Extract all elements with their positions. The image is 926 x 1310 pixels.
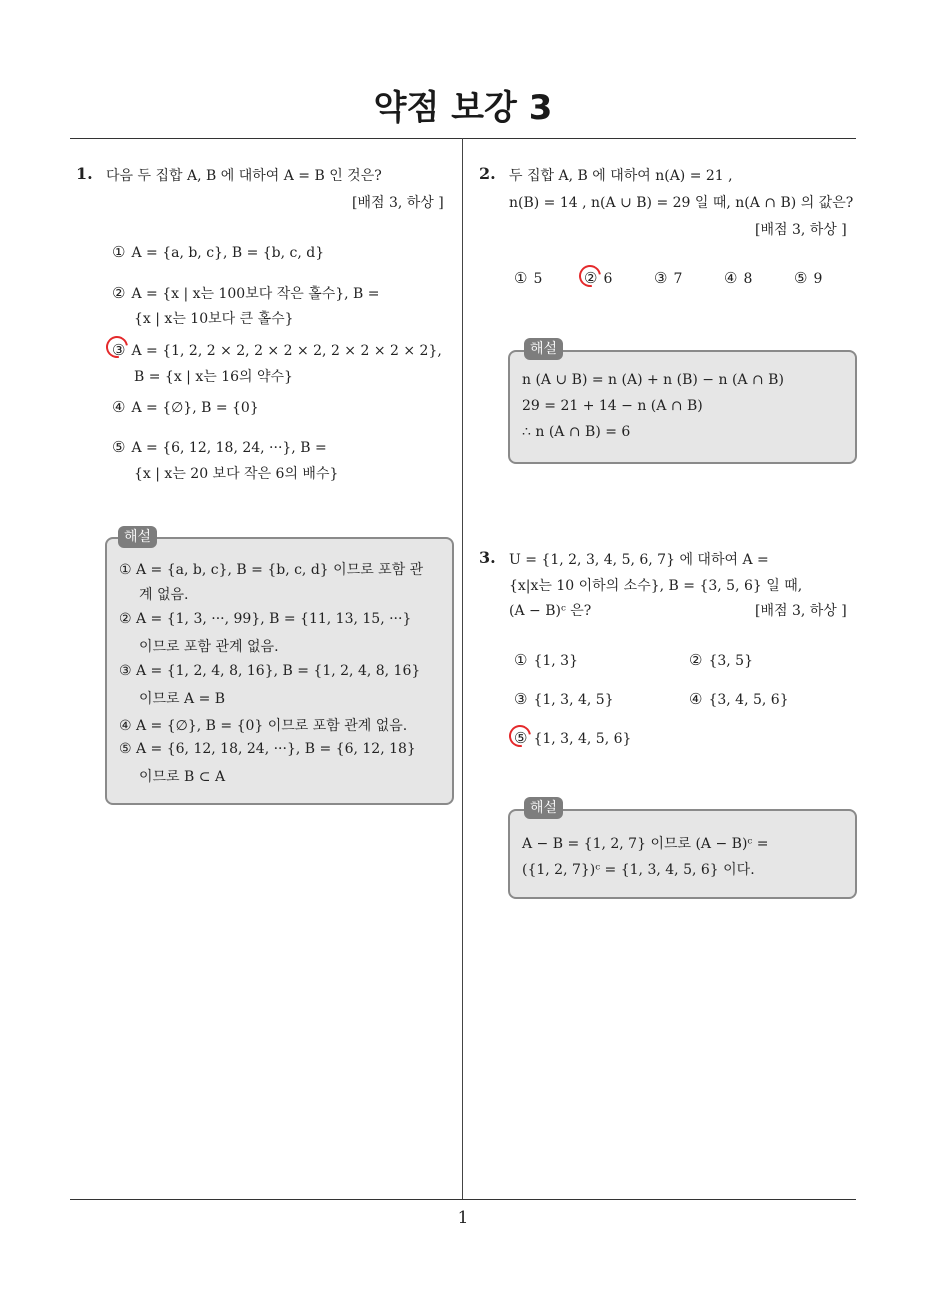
question-2-line-1: 두 집합 A, B 에 대하여 n(A) = 21 , (509, 168, 733, 184)
choice-mark: ③ (514, 690, 528, 708)
question-1-choice-3[interactable] (112, 341, 442, 359)
question-3-choice-1[interactable] (514, 651, 578, 669)
choice-mark: ⑤ (112, 438, 126, 456)
question-2-choice-3[interactable] (654, 269, 682, 287)
choice-text: {3, 5} (708, 653, 753, 669)
question-1-choice-2-cont: {x | x는 10보다 큰 홀수} (134, 311, 294, 327)
choice-text: A = {x | x는 100보다 작은 홀수}, B = (131, 286, 380, 302)
choice-mark: ④ (112, 398, 126, 416)
column-divider (462, 138, 463, 1200)
solution-line: ② A = {1, 3, ···, 99}, B = {11, 13, 15, ···} (119, 611, 412, 627)
question-2-choice-1[interactable] (514, 269, 542, 287)
solution-line: ④ A = {∅}, B = {0} 이므로 포함 관계 없음. (119, 718, 408, 734)
solution-line: A − B = {1, 2, 7} 이므로 (A − B)ᶜ = (522, 836, 769, 852)
top-rule (70, 138, 856, 139)
page-title: 약점 보강 3 (373, 88, 553, 128)
choice-text: A = {a, b, c}, B = {b, c, d} (131, 245, 325, 261)
question-2-solution-label: 해설 (524, 338, 563, 360)
choice-text: {1, 3, 4, 5, 6} (533, 731, 632, 747)
question-2-meta: [배점 3, 하상 ] (755, 222, 847, 238)
solution-line: ① A = {a, b, c}, B = {b, c, d} 이므로 포함 관 (119, 562, 424, 578)
solution-line: 이므로 A = B (139, 691, 226, 707)
choice-text: 8 (743, 271, 753, 287)
question-2-number: 2. (479, 164, 496, 183)
choice-text: 7 (673, 271, 683, 287)
question-3-line-3: (A − B)ᶜ 은? (509, 603, 592, 619)
solution-line: ⑤ A = {6, 12, 18, 24, ···}, B = {6, 12, 18} (119, 741, 416, 757)
choice-text: A = {1, 2, 2 × 2, 2 × 2 × 2, 2 × 2 × 2 × 2}, (131, 343, 442, 359)
bottom-rule (70, 1199, 856, 1200)
question-3-line-2: {x|x는 10 이하의 소수}, B = {3, 5, 6} 일 때, (509, 578, 803, 594)
choice-text: {1, 3, 4, 5} (533, 692, 614, 708)
choice-mark: ① (112, 243, 126, 261)
question-3-solution-box (508, 809, 857, 899)
solution-line: n (A ∪ B) = n (A) + n (B) − n (A ∩ B) (522, 372, 784, 388)
question-1-text: 다음 두 집합 A, B 에 대하여 A = B 인 것은? (106, 168, 382, 184)
question-1-choice-5-cont: {x | x는 20 보다 작은 6의 배수} (134, 466, 339, 482)
solution-line: 이므로 포함 관계 없음. (139, 639, 279, 655)
question-1-choice-4[interactable] (112, 398, 259, 416)
choice-mark: ⑤ (514, 729, 528, 747)
question-3-choice-5[interactable] (514, 729, 631, 747)
choice-mark: ⑤ (794, 269, 808, 287)
choice-text: A = {∅}, B = {0} (131, 400, 259, 416)
question-2-line-2: n(B) = 14 , n(A ∪ B) = 29 일 때, n(A ∩ B) 의 값은? (509, 195, 854, 211)
question-3-choice-3[interactable] (514, 690, 614, 708)
page-number: 1 (457, 1208, 469, 1228)
question-1-choice-3-cont: B = {x | x는 16의 약수} (134, 369, 293, 385)
question-1-solution-label: 해설 (118, 526, 157, 548)
question-2-solution-box (508, 350, 857, 464)
solution-line: 29 = 21 + 14 − n (A ∩ B) (522, 398, 703, 414)
choice-mark: ③ (654, 269, 668, 287)
choice-mark: ② (689, 651, 703, 669)
question-1-meta: [배점 3, 하상 ] (352, 195, 444, 211)
question-2-choice-5[interactable] (794, 269, 822, 287)
solution-line: ({1, 2, 7})ᶜ = {1, 3, 4, 5, 6} 이다. (522, 862, 755, 878)
choice-text: A = {6, 12, 18, 24, ···}, B = (131, 440, 327, 456)
choice-mark: ③ (112, 341, 126, 359)
question-3-number: 3. (479, 548, 496, 567)
question-1-choice-5[interactable] (112, 438, 327, 456)
solution-line: ③ A = {1, 2, 4, 8, 16}, B = {1, 2, 4, 8, 16} (119, 663, 421, 679)
question-1-choice-2[interactable] (112, 283, 380, 303)
solution-line: 계 없음. (139, 587, 189, 603)
choice-text: {3, 4, 5, 6} (708, 692, 789, 708)
question-2-choice-4[interactable] (724, 269, 752, 287)
choice-mark: ④ (689, 690, 703, 708)
choice-text: 5 (533, 271, 543, 287)
question-3-choice-4[interactable] (689, 690, 789, 708)
solution-line: 이므로 B ⊂ A (139, 769, 226, 785)
question-1-number: 1. (76, 164, 93, 183)
question-3-meta: [배점 3, 하상 ] (755, 603, 847, 619)
choice-mark: ④ (724, 269, 738, 287)
question-3-solution-label: 해설 (524, 797, 563, 819)
choice-mark: ② (112, 284, 126, 302)
choice-text: 9 (813, 271, 823, 287)
solution-line: ∴ n (A ∩ B) = 6 (522, 424, 631, 440)
choice-text: 6 (603, 271, 613, 287)
question-3-choice-2[interactable] (689, 651, 753, 669)
choice-mark: ① (514, 651, 528, 669)
question-1-solution-box (105, 537, 454, 805)
choice-text: {1, 3} (533, 653, 578, 669)
choice-mark: ① (514, 269, 528, 287)
question-3-line-1: U = {1, 2, 3, 4, 5, 6, 7} 에 대하여 A = (509, 552, 769, 568)
question-1-choice-1[interactable] (112, 243, 324, 261)
choice-mark: ② (584, 269, 598, 287)
